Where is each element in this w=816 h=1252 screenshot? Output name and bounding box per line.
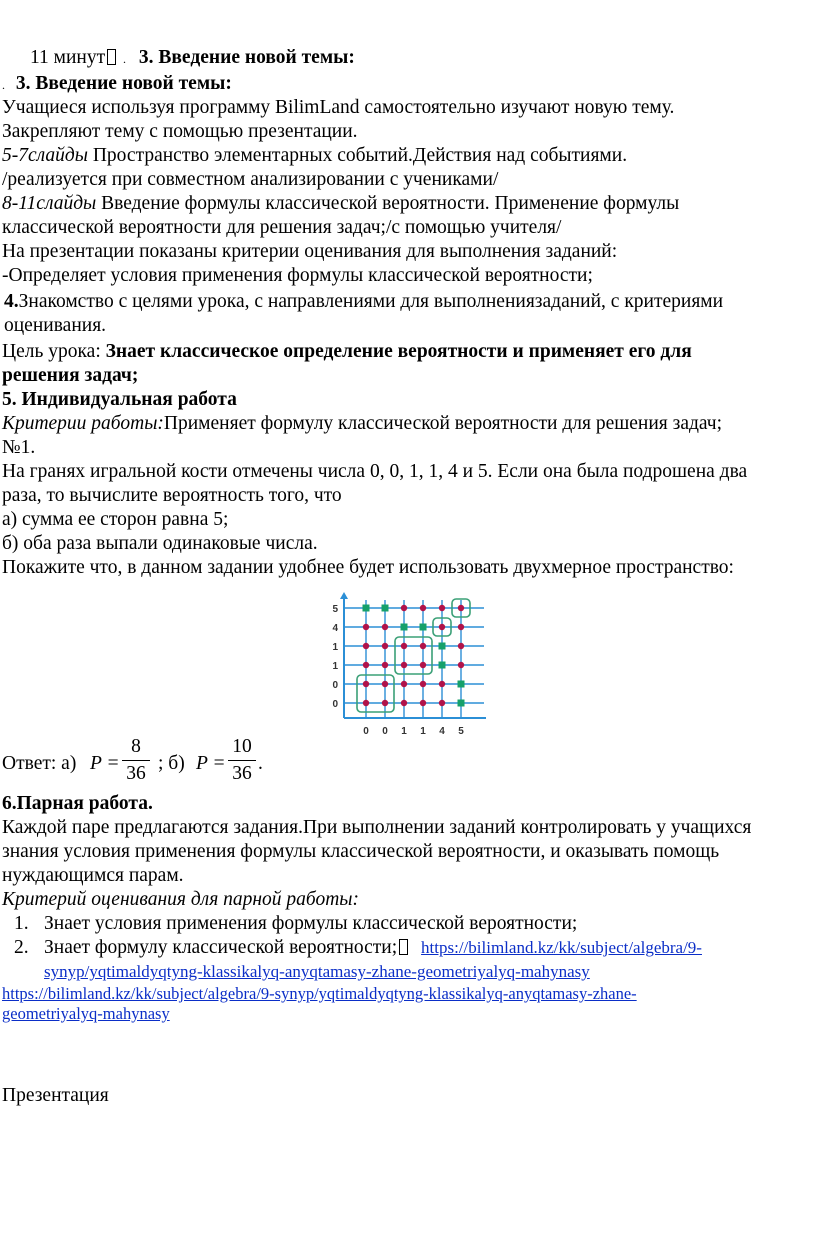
sum-five-mark — [363, 605, 370, 612]
list-item — [14, 936, 702, 960]
outcome-dot — [458, 643, 464, 649]
outcome-dot — [382, 700, 388, 706]
heading-dot: . — [2, 78, 5, 92]
fraction-numerator: 8 — [131, 736, 141, 757]
fraction-a — [122, 736, 150, 785]
fraction-b — [228, 736, 256, 785]
header-section-title: 3. Введение новой темы: — [138, 47, 355, 68]
paragraph-line: знания условия применения формулы классической вероятности, и оказывать помощь — [2, 841, 720, 862]
paragraph-line: На презентации показаны критерии оценивания для выполнения заданий: — [2, 241, 618, 262]
bilimland-link[interactable]: geometriyalyq-mahynasy — [2, 1004, 170, 1023]
heading-text: 3. Введение новой темы: — [15, 73, 232, 94]
paragraph-line: Учащиеся используя программу BilimLand самостоятельно изучают новую тему. — [2, 97, 675, 118]
list-text: Знает формулу классической вероятности; — [44, 937, 398, 958]
sum-five-mark — [458, 700, 465, 707]
paragraph-line — [2, 192, 679, 216]
answer-label: Ответ: а) — [2, 753, 77, 774]
answer-end: . — [258, 753, 263, 774]
paragraph-line: /реализуется при совместном анализировании с учениками/ — [2, 169, 499, 190]
x-tick-label: 0 — [363, 726, 369, 737]
outcome-dot — [382, 681, 388, 687]
fraction-bar — [228, 760, 256, 761]
x-tick-label: 1 — [401, 726, 407, 737]
same-outcome-box — [395, 637, 432, 674]
fraction-denominator: 36 — [232, 763, 252, 784]
outcome-dot — [420, 681, 426, 687]
text-span: Пространство элементарных событий.Действия над событиями. — [87, 145, 628, 166]
paragraph-line: а) сумма ее сторон равна 5; — [2, 509, 229, 530]
outcome-dot — [401, 662, 407, 668]
list-item — [14, 912, 577, 936]
outcome-dot — [363, 662, 369, 668]
outcome-dot — [420, 700, 426, 706]
bilimland-link[interactable]: https://bilimland.kz/kk/subject/algebra/9-synyp/yqtimaldyqtyng-klassikalyq-anyqtamasy-zhane- — [2, 984, 637, 1003]
header-dot: . — [123, 52, 127, 66]
y-tick-label: 1 — [332, 642, 338, 653]
fraction-denominator: 36 — [126, 763, 146, 784]
y-tick-label: 5 — [332, 604, 338, 615]
text-span: Введение формулы классической вероятности. Применение формулы — [96, 193, 680, 214]
x-tick-label: 0 — [382, 726, 388, 737]
bilimland-link[interactable]: synyp/yqtimaldyqtyng-klassikalyq-anyqtamasy-zhane-geometriyalyq-mahynasy — [44, 962, 590, 981]
sum-five-mark — [382, 605, 389, 612]
outcome-dot — [420, 662, 426, 668]
same-outcome-box — [357, 675, 394, 712]
criteria-heading — [2, 888, 359, 912]
outcome-dot — [420, 605, 426, 611]
missing-glyph-icon — [107, 49, 116, 65]
outcome-dot — [363, 681, 369, 687]
outcome-dot — [401, 605, 407, 611]
outcome-dot — [382, 643, 388, 649]
outcome-dot — [401, 700, 407, 706]
outcome-dot — [363, 624, 369, 630]
paragraph-line: нуждающимся парам. — [2, 865, 184, 886]
sum-five-mark — [401, 624, 408, 631]
outcome-dot — [458, 624, 464, 630]
outcome-dot — [439, 681, 445, 687]
formula-p-b: P = — [196, 753, 226, 774]
paragraph-line: Каждой паре предлагаются задания.При выполнении заданий контролировать у учащихся — [2, 817, 752, 838]
outcome-dot — [458, 605, 464, 611]
goal-label: Цель урока: — [2, 341, 106, 362]
paragraph-line: На гранях игральной кости отмечены числа 0, 0, 1, 1, 4 и 5. Если она была подрошена два — [2, 461, 748, 482]
paragraph-line: б) оба раза выпали одинаковые числа. — [2, 533, 318, 554]
sum-five-mark — [439, 643, 446, 650]
sum-five-mark — [458, 681, 465, 688]
sample-space-grid-figure — [326, 588, 486, 738]
text-span: Применяет формулу классической вероятности для решения задач; — [163, 413, 722, 434]
lesson-goal-line — [2, 364, 138, 388]
formula-p-a: P = — [90, 753, 120, 774]
heading-text: 6.Парная работа. — [2, 793, 153, 814]
outcome-dot — [420, 643, 426, 649]
outcome-dot — [363, 643, 369, 649]
link-line — [2, 1002, 170, 1026]
y-tick-label: 1 — [332, 661, 338, 672]
presentation-label: Презентация — [2, 1085, 109, 1106]
answer-separator: ; б) — [158, 753, 185, 774]
y-tick-label: 4 — [332, 623, 338, 634]
paragraph-line — [2, 144, 627, 168]
text-span: Знакомство с целями урока, с направлениями для выполнениязаданий, с критериями — [18, 291, 724, 312]
goal-text: решения задач; — [2, 365, 139, 386]
outcome-dot — [439, 605, 445, 611]
outcome-dot — [439, 700, 445, 706]
paragraph-line: классической вероятности для решения задач;/с помощью учителя/ — [2, 217, 562, 238]
outcome-dot — [458, 662, 464, 668]
bilimland-link[interactable]: https://bilimland.kz/kk/subject/algebra/9- — [421, 938, 702, 957]
header-line — [30, 46, 355, 71]
item-number: 4. — [4, 291, 19, 312]
outcome-dot — [382, 662, 388, 668]
outcome-dot — [439, 624, 445, 630]
goal-text: Знает классическое определение вероятности и применяет его для — [105, 341, 692, 362]
fraction-numerator: 10 — [232, 736, 252, 757]
y-tick-label: 0 — [332, 699, 338, 710]
missing-glyph-icon — [399, 939, 408, 955]
criteria-label: Критерии работы: — [2, 413, 164, 434]
outcome-dot — [363, 700, 369, 706]
section5-heading — [2, 388, 237, 412]
slides-label: 5-7слайды — [2, 145, 88, 166]
list-number: 2. — [14, 937, 29, 958]
section3-heading — [2, 72, 232, 97]
paragraph-line: Закрепляют тему с помощью презентации. — [2, 121, 358, 142]
sum-five-mark — [420, 624, 427, 631]
header-time: 11 минут — [30, 47, 106, 68]
section6-heading — [2, 792, 153, 816]
link-continuation — [44, 960, 590, 984]
criteria-text: Критерий оценивания для парной работы: — [2, 889, 360, 910]
paragraph-line — [2, 412, 722, 436]
outcome-dot — [401, 643, 407, 649]
fraction-bar — [122, 760, 150, 761]
outcome-dot — [382, 624, 388, 630]
sum-five-mark — [439, 662, 446, 669]
y-axis-arrow — [340, 592, 348, 599]
paragraph-line: -Определяет условия применения формулы классической вероятности; — [2, 265, 593, 286]
paragraph-line — [4, 290, 723, 314]
lesson-goal-line — [2, 340, 692, 364]
x-tick-label: 4 — [439, 726, 445, 737]
paragraph-line: оценивания. — [4, 315, 107, 336]
heading-text: 5. Индивидуальная работа — [2, 389, 237, 410]
outcome-dot — [401, 681, 407, 687]
x-tick-label: 1 — [420, 726, 426, 737]
paragraph-line: Покажите что, в данном задании удобнее будет использовать двухмерное пространство: — [2, 557, 734, 578]
list-number: 1. — [14, 913, 29, 934]
task-number: №1. — [2, 437, 36, 458]
y-tick-label: 0 — [332, 680, 338, 691]
slides-label: 8-11слайды — [2, 193, 97, 214]
list-text: Знает условия применения формулы классической вероятности; — [44, 913, 578, 934]
x-tick-label: 5 — [458, 726, 464, 737]
paragraph-line: раза, то вычислите вероятность того, что — [2, 485, 342, 506]
